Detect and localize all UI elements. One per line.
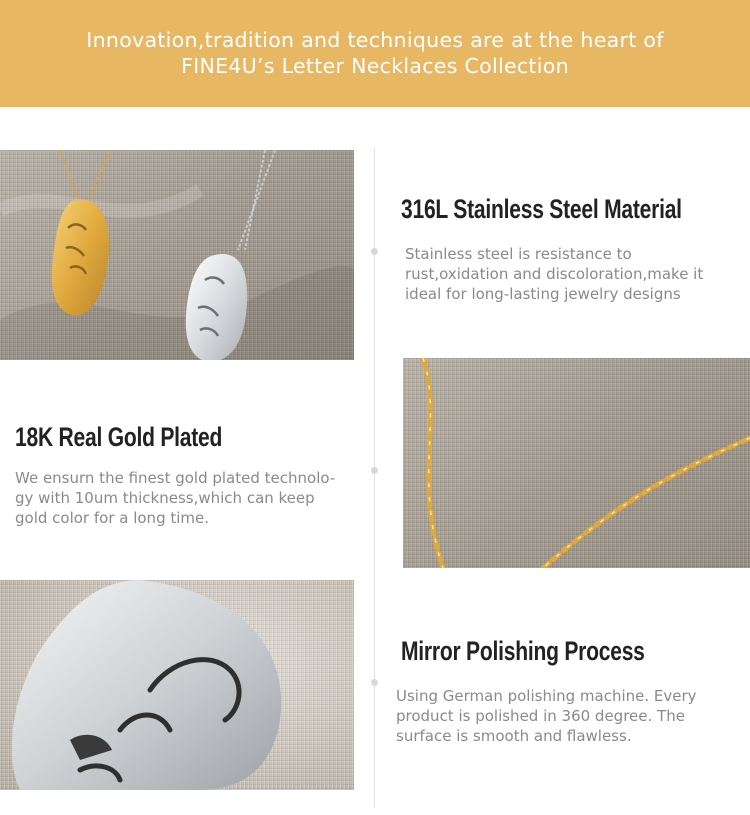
center-divider <box>374 148 375 808</box>
desc-line: surface is smooth and flawless. <box>396 727 632 745</box>
desc-line: We ensurn the finest gold plated technolo- <box>15 469 336 487</box>
banner-line-1: Innovation,tradition and techniques are at the heart of <box>86 28 664 52</box>
photo-gold-chain <box>403 358 750 568</box>
feature-title-gold: 18K Real Gold Plated <box>15 422 223 452</box>
desc-line: product is polished in 360 degree. The <box>396 707 685 725</box>
timeline-dot <box>371 467 378 474</box>
timeline-dot <box>371 679 378 686</box>
photo-pendants <box>0 150 354 360</box>
chain-illustration <box>403 358 750 568</box>
feature-title-stainless: 316L Stainless Steel Material <box>401 194 682 224</box>
banner-line-2: FINE4U’s Letter Necklaces Collection <box>181 54 569 78</box>
timeline-dot <box>371 248 378 255</box>
desc-line: ideal for long-lasting jewelry designs <box>405 285 681 303</box>
photo-silver-pendant <box>0 580 354 790</box>
desc-line: rust,oxidation and discoloration,make it <box>405 265 704 283</box>
desc-line: Stainless steel is resistance to <box>405 245 632 263</box>
feature-desc-stainless <box>405 244 703 304</box>
desc-line: gy with 10um thickness,which can keep <box>15 489 315 507</box>
header-banner <box>0 0 750 107</box>
feature-desc-gold <box>15 468 335 528</box>
desc-line: Using German polishing machine. Every <box>396 687 697 705</box>
desc-line: gold color for a long time. <box>15 509 210 527</box>
pendants-illustration <box>0 150 354 360</box>
feature-title-polishing: Mirror Polishing Process <box>401 636 645 666</box>
feature-desc-polishing <box>396 686 697 746</box>
silver-pendant-illustration <box>0 580 354 790</box>
